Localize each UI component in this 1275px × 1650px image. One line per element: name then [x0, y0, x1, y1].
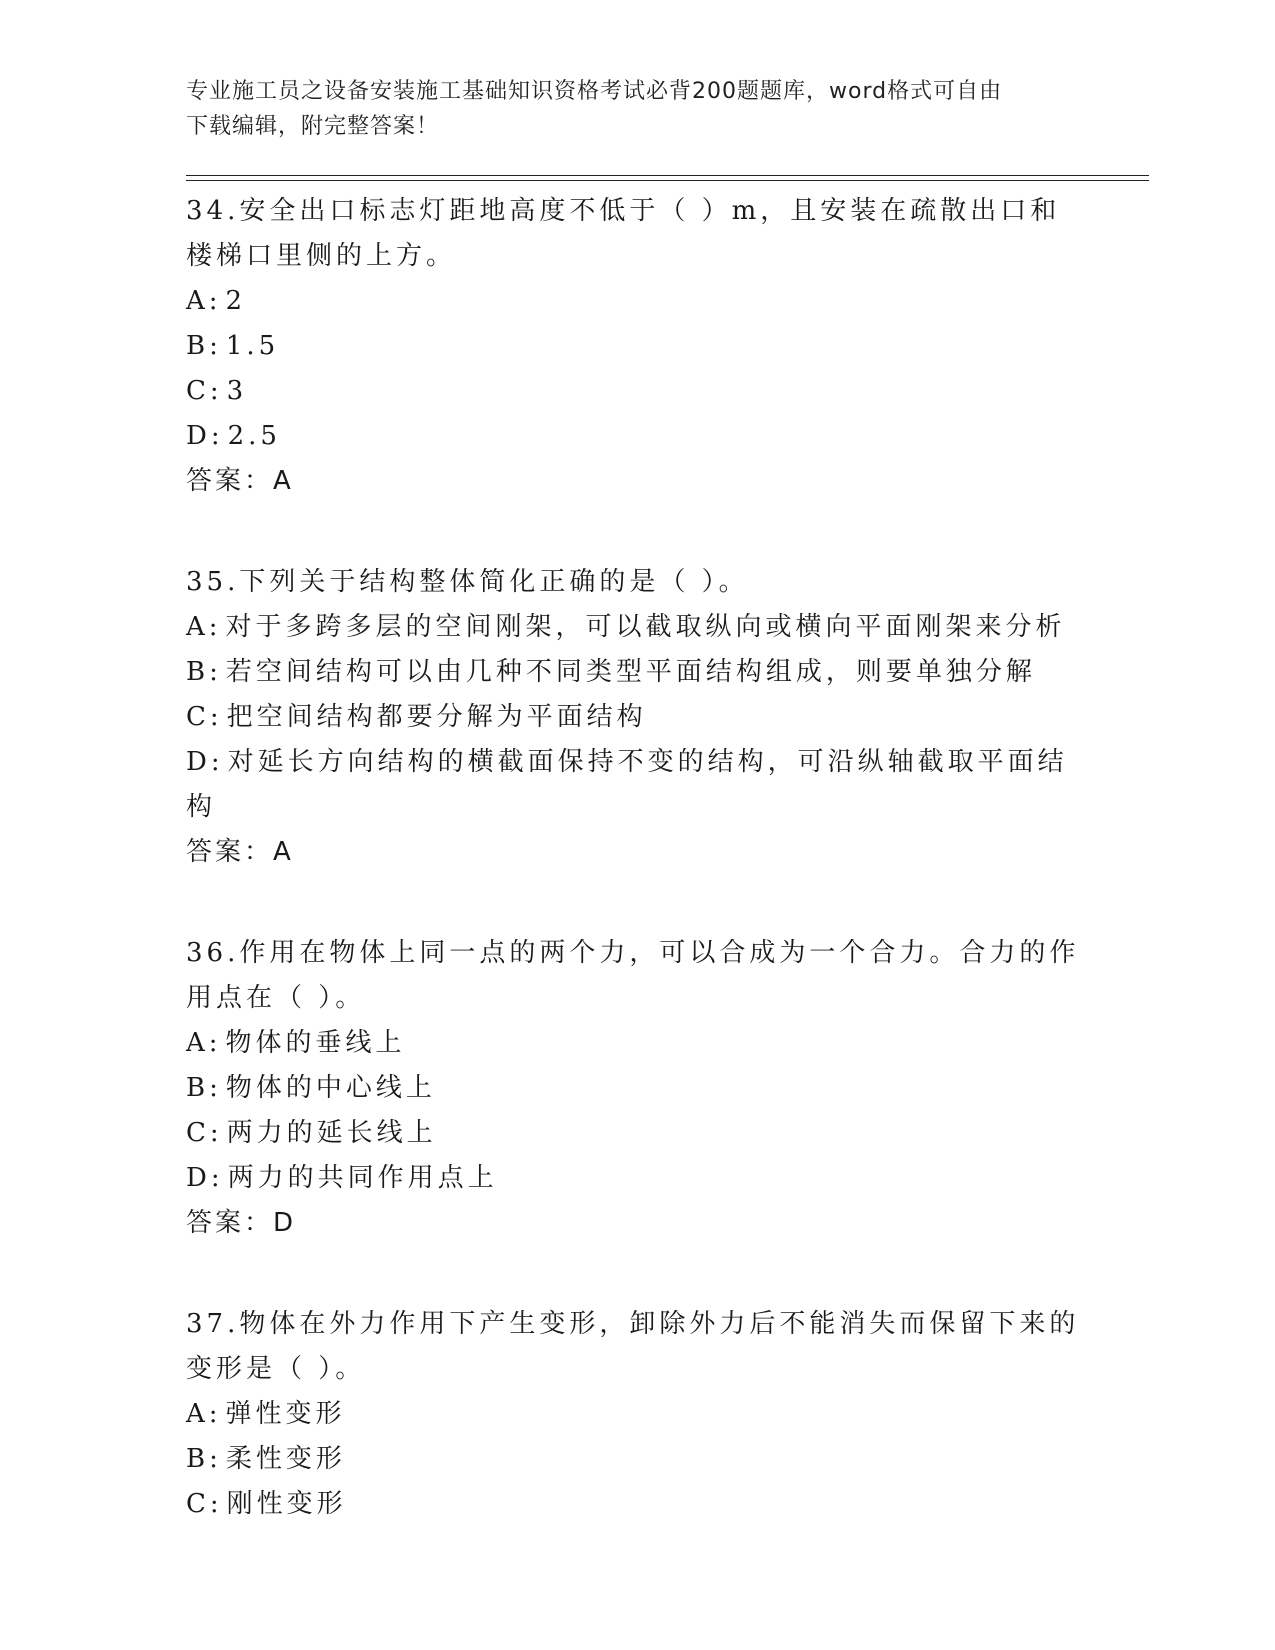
option-text: 两力的延长线上 [226, 1118, 437, 1148]
option-key: B: [186, 1073, 222, 1103]
document-header [186, 74, 1066, 144]
question-stem: 36.作用在物体上同一点的两个力，可以合成为一个合力。合力的作用点在（ ）。 [186, 938, 1080, 1013]
option-b [186, 1437, 1086, 1482]
option-text: 对延长方向结构的横截面保持不变的结构，可沿纵轴截取平面结构 [186, 747, 1068, 822]
header-line-2: 下载编辑，附完整答案！ [186, 114, 440, 139]
option-a [186, 279, 1086, 324]
header-divider-bottom [186, 180, 1149, 181]
option-c [186, 1111, 1086, 1156]
option-key: B: [186, 331, 222, 361]
answer-line: 答案：A [186, 466, 294, 496]
option-text: 2 [225, 286, 247, 316]
option-key: A: [186, 612, 222, 642]
question-stem: 34.安全出口标志灯距地高度不低于（ ）m，且安装在疏散出口和楼梯口里侧的上方。 [186, 196, 1061, 271]
option-key: D: [186, 421, 224, 451]
question-stem: 37.物体在外力作用下产生变形，卸除外力后不能消失而保留下来的变形是（ ）。 [186, 1309, 1080, 1384]
question-37 [186, 1302, 1086, 1527]
header-divider-top [186, 175, 1149, 176]
option-text: 1.5 [225, 331, 280, 361]
option-key: C: [186, 376, 223, 406]
option-text: 物体的中心线上 [225, 1073, 436, 1103]
option-key: A: [186, 1028, 222, 1058]
option-a [186, 1392, 1086, 1437]
option-d [186, 1156, 1086, 1201]
question-list [186, 189, 1086, 1583]
option-key: B: [186, 657, 222, 687]
option-key: A: [186, 286, 222, 316]
question-36 [186, 931, 1086, 1246]
option-key: C: [186, 1489, 223, 1519]
option-text: 物体的垂线上 [225, 1028, 406, 1058]
option-c [186, 369, 1086, 414]
option-c [186, 1482, 1086, 1527]
question-35 [186, 560, 1086, 875]
option-d [186, 740, 1086, 830]
option-text: 弹性变形 [225, 1399, 346, 1429]
option-b [186, 324, 1086, 369]
question-34 [186, 189, 1086, 504]
option-text: 刚性变形 [226, 1489, 347, 1519]
answer-line: 答案：A [186, 837, 294, 867]
answer-line: 答案：D [186, 1208, 297, 1238]
option-c [186, 695, 1086, 740]
option-key: C: [186, 702, 223, 732]
option-key: C: [186, 1118, 223, 1148]
option-key: A: [186, 1399, 222, 1429]
option-key: B: [186, 1444, 222, 1474]
option-key: D: [186, 1163, 224, 1193]
option-a [186, 1021, 1086, 1066]
option-key: D: [186, 747, 224, 777]
option-text: 两力的共同作用点上 [227, 1163, 498, 1193]
question-stem: 35.下列关于结构整体简化正确的是（ ）。 [186, 567, 749, 597]
option-text: 若空间结构可以由几种不同类型平面结构组成，则要单独分解 [225, 657, 1036, 687]
option-d [186, 414, 1086, 459]
option-b [186, 1066, 1086, 1111]
option-text: 把空间结构都要分解为平面结构 [226, 702, 647, 732]
option-text: 2.5 [227, 421, 281, 451]
option-text: 对于多跨多层的空间刚架，可以截取纵向或横向平面刚架来分析 [225, 612, 1066, 642]
header-line-1: 专业施工员之设备安装施工基础知识资格考试必背200题题库，word格式可自由 [186, 79, 1003, 104]
option-text: 柔性变形 [225, 1444, 346, 1474]
option-a [186, 605, 1086, 650]
option-text: 3 [226, 376, 248, 406]
option-b [186, 650, 1086, 695]
